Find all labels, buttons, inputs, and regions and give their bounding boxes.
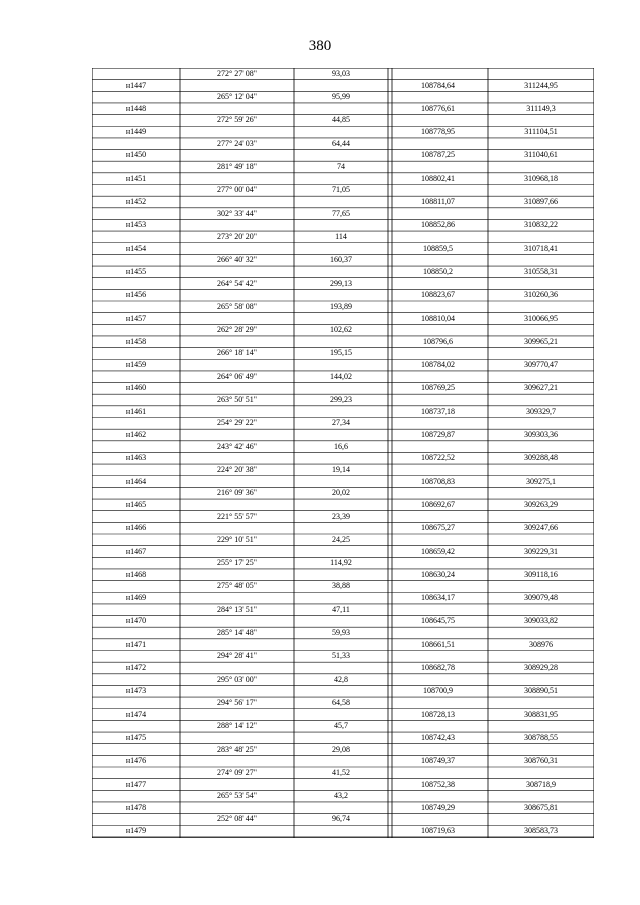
y-coordinate-cell: 309118,16: [524, 569, 558, 579]
segment-distance-cell: 299,13: [330, 278, 352, 288]
x-coordinate-cell: 108778,95: [421, 127, 455, 137]
segment-distance-cell: 23,39: [332, 511, 350, 521]
x-coordinate-cell: 108645,75: [421, 616, 455, 626]
point-name-cell: н1478: [125, 802, 147, 812]
segment-angle-cell: 294° 28' 41": [217, 651, 257, 661]
y-coordinate-cell: 308788,55: [524, 732, 558, 742]
x-coordinate-cell: 108737,18: [421, 406, 455, 416]
segment-angle-cell: 221° 55' 57": [217, 511, 257, 521]
x-coordinate-cell: 108659,42: [421, 546, 455, 556]
segment-angle-cell: 273° 20' 20": [217, 231, 257, 241]
y-coordinate-cell: 308831,95: [524, 709, 558, 719]
segment-angle-cell: 224° 20' 38": [217, 464, 257, 474]
segment-distance-cell: 20,02: [332, 488, 350, 498]
y-coordinate-cell: 308929,28: [524, 663, 558, 672]
point-name-cell: н1455: [125, 266, 147, 276]
y-coordinate-cell: 310260,36: [524, 290, 558, 300]
segment-angle-cell: 266° 18' 14": [217, 348, 257, 358]
segment-distance-cell: 193,89: [330, 301, 352, 311]
x-coordinate-cell: 108719,63: [421, 826, 455, 836]
segment-angle-cell: 263° 50' 51": [217, 395, 257, 405]
y-coordinate-cell: 308583,73: [524, 826, 558, 836]
segment-angle-cell: 266° 40' 32": [217, 255, 257, 265]
point-name-cell: н1454: [125, 243, 147, 253]
segment-distance-cell: 42,8: [334, 674, 348, 684]
coordinates-table: [92, 68, 594, 838]
y-coordinate-cell: 311104,51: [524, 127, 558, 137]
segment-distance-cell: 27,34: [332, 418, 350, 428]
y-coordinate-cell: 309329,7: [526, 406, 556, 416]
segment-distance-cell: 41,52: [332, 767, 350, 777]
x-coordinate-cell: 108728,13: [421, 709, 455, 719]
y-coordinate-cell: 308675,81: [524, 802, 558, 812]
segment-angle-cell: 281° 49' 18": [217, 162, 257, 172]
point-name-cell: н1463: [125, 453, 147, 463]
x-coordinate-cell: 108742,43: [421, 732, 455, 742]
x-coordinate-cell: 108784,64: [421, 80, 455, 90]
x-coordinate-cell: 108752,38: [421, 779, 455, 789]
segment-angle-cell: 216° 09' 36": [217, 488, 257, 498]
y-coordinate-cell: 309770,47: [524, 360, 558, 370]
x-coordinate-cell: 108692,67: [421, 499, 455, 509]
segment-angle-cell: 277° 24' 03": [217, 138, 257, 148]
y-coordinate-cell: 311244,95: [524, 80, 558, 90]
segment-distance-cell: 114,92: [330, 558, 352, 568]
segment-angle-cell: 272° 59' 26": [217, 115, 257, 125]
x-coordinate-cell: 108796,6: [423, 336, 453, 346]
y-coordinate-cell: 309247,66: [524, 523, 558, 533]
segment-angle-cell: 284° 13' 51": [217, 604, 257, 614]
x-coordinate-cell: 108708,83: [421, 476, 455, 486]
page-number: 380: [308, 38, 332, 54]
segment-angle-cell: 288° 14' 12": [217, 721, 257, 731]
x-coordinate-cell: 108776,61: [421, 103, 455, 113]
segment-angle-cell: 252° 08' 44": [217, 814, 257, 824]
point-name-cell: н1464: [125, 476, 147, 486]
segment-distance-cell: 102,62: [330, 325, 352, 335]
segment-distance-cell: 59,93: [332, 628, 350, 638]
x-coordinate-cell: 108682,78: [421, 663, 455, 672]
segment-distance-cell: 160,37: [330, 255, 352, 265]
x-coordinate-cell: 108787,25: [421, 150, 455, 160]
y-coordinate-cell: 308890,51: [524, 686, 558, 696]
point-name-cell: н1452: [125, 197, 147, 206]
y-coordinate-cell: 309229,31: [524, 546, 558, 556]
segment-distance-cell: 29,08: [332, 744, 350, 754]
y-coordinate-cell: 309303,36: [524, 430, 558, 439]
x-coordinate-cell: 108859,5: [423, 243, 453, 253]
segment-distance-cell: 38,88: [332, 581, 350, 591]
x-coordinate-cell: 108729,87: [421, 430, 455, 439]
point-name-cell: н1451: [125, 173, 147, 183]
segment-distance-cell: 195,15: [330, 348, 352, 358]
segment-angle-cell: 229° 10' 51": [217, 534, 257, 544]
x-coordinate-cell: 108852,86: [421, 220, 455, 230]
segment-angle-cell: 302° 33' 44": [217, 208, 257, 218]
y-coordinate-cell: 309627,21: [524, 383, 558, 393]
segment-angle-cell: 262° 28' 29": [217, 325, 257, 335]
point-name-cell: н1450: [125, 150, 147, 160]
point-name-cell: н1462: [125, 430, 147, 439]
segment-distance-cell: 71,05: [332, 185, 350, 195]
y-coordinate-cell: 311040,61: [524, 150, 558, 160]
point-name-cell: н1479: [125, 826, 147, 836]
segment-angle-cell: 285° 14' 48": [217, 628, 257, 638]
point-name-cell: н1474: [125, 709, 147, 719]
x-coordinate-cell: 108634,17: [421, 593, 455, 603]
segment-distance-cell: 19,14: [332, 464, 350, 474]
x-coordinate-cell: 108811,07: [421, 197, 455, 206]
point-name-cell: н1461: [125, 406, 147, 416]
y-coordinate-cell: 309033,82: [524, 616, 558, 626]
y-coordinate-cell: 310968,18: [524, 173, 558, 183]
segment-angle-cell: 265° 58' 08": [217, 301, 257, 311]
x-coordinate-cell: 108661,51: [421, 639, 455, 649]
y-coordinate-cell: 311149,3: [526, 103, 556, 113]
segment-angle-cell: 265° 12' 04": [217, 92, 257, 102]
segment-angle-cell: 243° 42' 46": [217, 441, 257, 451]
segment-distance-cell: 51,33: [332, 651, 350, 661]
y-coordinate-cell: 309263,29: [524, 499, 558, 509]
point-name-cell: н1466: [125, 523, 147, 533]
point-name-cell: н1468: [125, 569, 147, 579]
point-name-cell: н1460: [125, 383, 147, 393]
point-name-cell: н1459: [125, 360, 147, 370]
x-coordinate-cell: 108769,25: [421, 383, 455, 393]
segment-distance-cell: 77,65: [332, 208, 350, 218]
y-coordinate-cell: 308760,31: [524, 756, 558, 766]
point-name-cell: н1447: [125, 80, 147, 90]
segment-angle-cell: 275° 48' 05": [217, 581, 257, 591]
y-coordinate-cell: 308976: [529, 639, 553, 649]
x-coordinate-cell: 108700,9: [423, 686, 453, 696]
point-name-cell: н1458: [125, 336, 147, 346]
segment-angle-cell: 264° 06' 49": [217, 371, 257, 381]
point-name-cell: н1477: [125, 779, 147, 789]
segment-distance-cell: 144,02: [330, 371, 352, 381]
segment-distance-cell: 44,85: [332, 115, 350, 125]
x-coordinate-cell: 108630,24: [421, 569, 455, 579]
point-name-cell: н1465: [125, 499, 147, 509]
y-coordinate-cell: 310718,41: [524, 243, 558, 253]
y-coordinate-cell: 310832,22: [524, 220, 558, 230]
segment-distance-cell: 64,44: [332, 138, 350, 148]
segment-angle-cell: 264° 54' 42": [217, 278, 257, 288]
segment-distance-cell: 74: [337, 162, 345, 172]
segment-angle-cell: 295° 03' 00": [217, 674, 257, 684]
point-name-cell: н1467: [125, 546, 147, 556]
segment-angle-cell: 272° 27' 08": [217, 69, 257, 78]
segment-distance-cell: 114: [335, 231, 347, 241]
y-coordinate-cell: 310897,66: [524, 197, 558, 206]
x-coordinate-cell: 108749,37: [421, 756, 455, 766]
segment-distance-cell: 45,7: [334, 721, 348, 731]
point-name-cell: н1457: [125, 313, 147, 323]
segment-distance-cell: 43,2: [334, 791, 348, 801]
y-coordinate-cell: 310066,95: [524, 313, 558, 323]
point-name-cell: н1473: [125, 686, 147, 696]
point-name-cell: н1472: [125, 663, 147, 672]
segment-distance-cell: 47,11: [332, 604, 350, 614]
x-coordinate-cell: 108749,29: [421, 802, 455, 812]
x-coordinate-cell: 108850,2: [423, 266, 453, 276]
segment-distance-cell: 64,58: [332, 697, 350, 707]
point-name-cell: н1476: [125, 756, 147, 766]
point-name-cell: н1453: [125, 220, 147, 230]
y-coordinate-cell: 310558,31: [524, 266, 558, 276]
segment-angle-cell: 254° 29' 22": [217, 418, 257, 428]
segment-distance-cell: 299,23: [330, 395, 352, 405]
point-name-cell: н1449: [125, 127, 147, 137]
segment-angle-cell: 294° 56' 17": [217, 697, 257, 707]
segment-distance-cell: 93,03: [332, 69, 350, 78]
x-coordinate-cell: 108784,02: [421, 360, 455, 370]
y-coordinate-cell: 309965,21: [524, 336, 558, 346]
segment-angle-cell: 255° 17' 25": [217, 558, 257, 568]
y-coordinate-cell: 309079,48: [524, 593, 558, 603]
segment-angle-cell: 277° 00' 04": [217, 185, 257, 195]
point-name-cell: н1469: [125, 593, 147, 603]
point-name-cell: н1470: [125, 616, 147, 626]
y-coordinate-cell: 309288,48: [524, 453, 558, 463]
segment-distance-cell: 16,6: [334, 441, 348, 451]
point-name-cell: н1475: [125, 732, 147, 742]
y-coordinate-cell: 308718,9: [526, 779, 556, 789]
x-coordinate-cell: 108802,41: [421, 173, 455, 183]
y-coordinate-cell: 309275,1: [526, 476, 556, 486]
point-name-cell: н1448: [125, 103, 147, 113]
x-coordinate-cell: 108675,27: [421, 523, 455, 533]
segment-distance-cell: 96,74: [332, 814, 350, 824]
x-coordinate-cell: 108810,04: [421, 313, 455, 323]
segment-angle-cell: 265° 53' 54": [217, 791, 257, 801]
x-coordinate-cell: 108823,67: [421, 290, 455, 300]
x-coordinate-cell: 108722,52: [421, 453, 455, 463]
segment-angle-cell: 274° 09' 27": [217, 767, 257, 777]
segment-distance-cell: 24,25: [332, 534, 350, 544]
segment-distance-cell: 95,99: [332, 92, 350, 102]
segment-angle-cell: 283° 48' 25": [217, 744, 257, 754]
point-name-cell: н1456: [125, 290, 147, 300]
point-name-cell: н1471: [125, 639, 147, 649]
